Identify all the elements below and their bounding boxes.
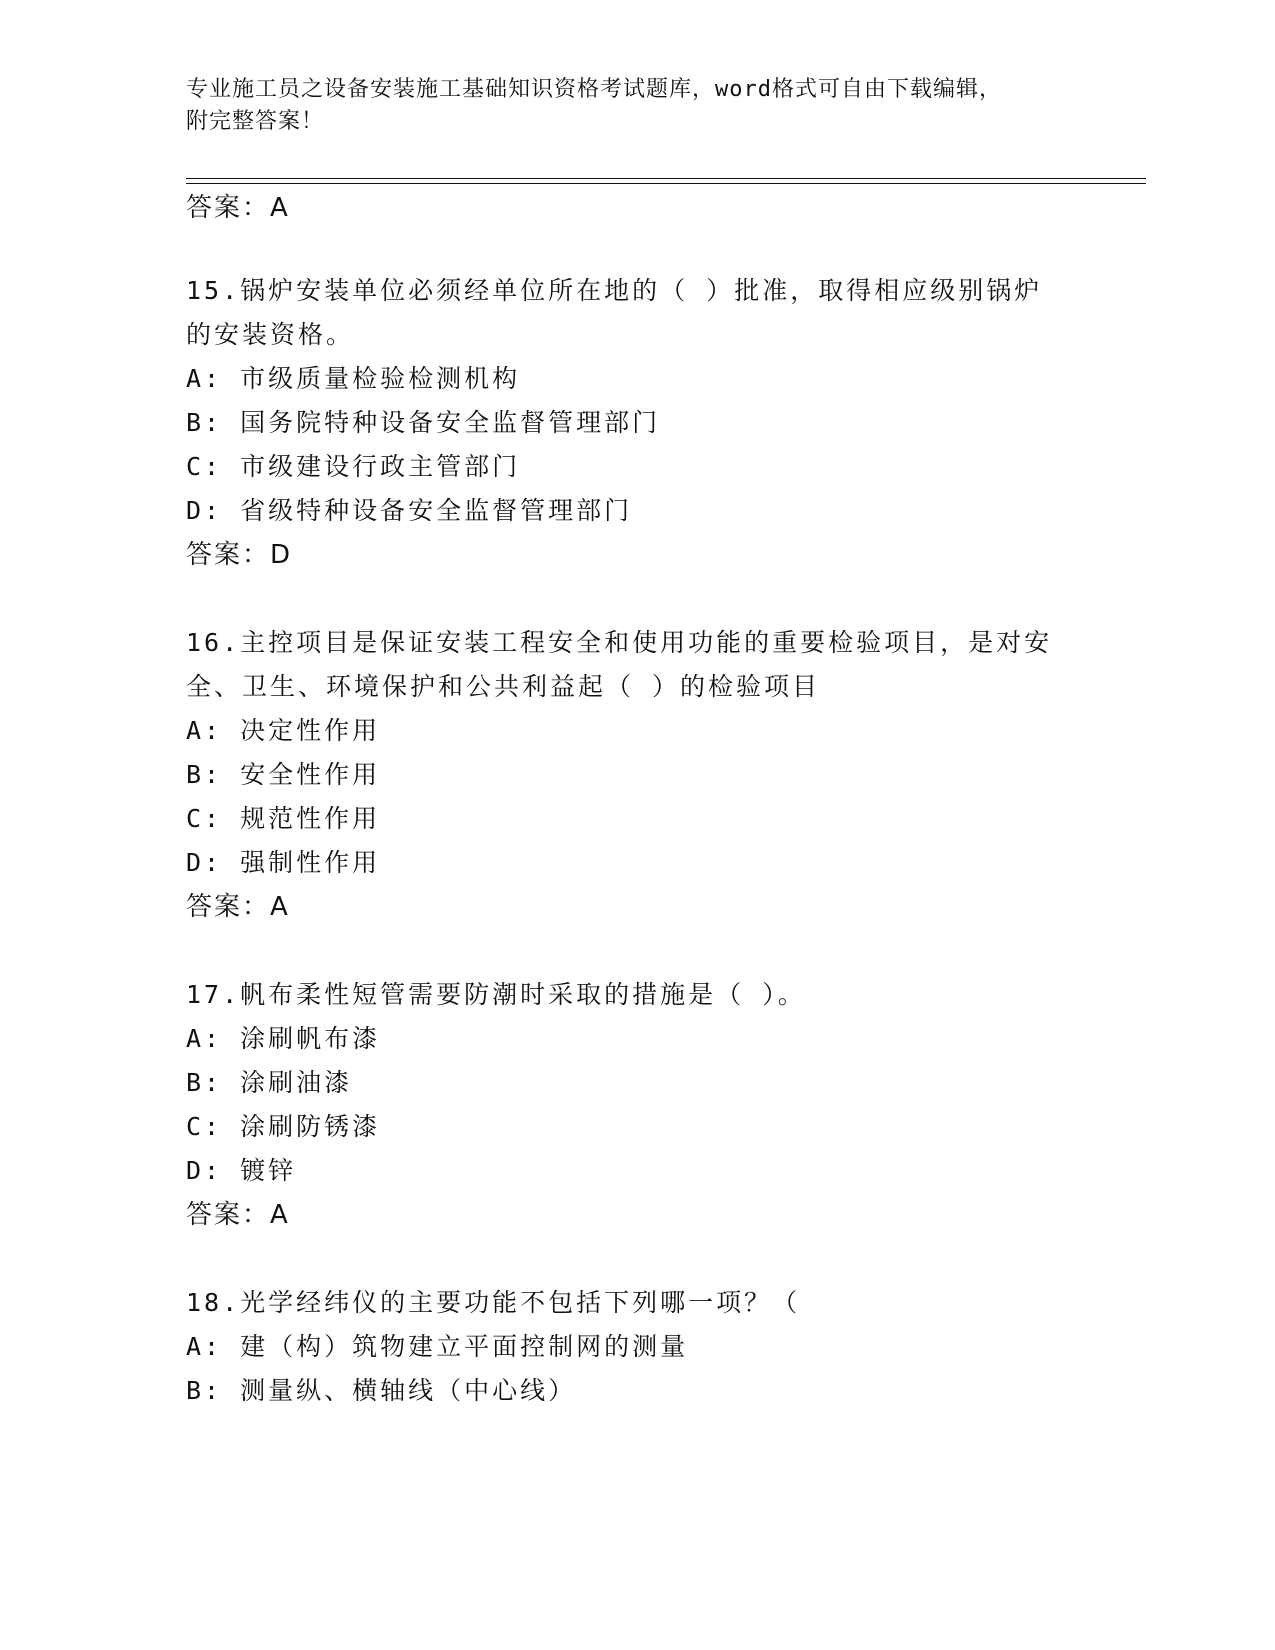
question-16-stem-line-1: 16.主控项目是保证安装工程安全和使用功能的重要检验项目，是对安 [186, 628, 1053, 657]
question-16-stem-line-2: 全、卫生、环境保护和公共利益起（ ）的检验项目 [186, 672, 821, 701]
question-16-option-c: C: 规范性作用 [186, 804, 381, 833]
document-header [186, 74, 1086, 138]
question-15-stem-line-2: 的安装资格。 [186, 320, 355, 349]
question-16-option-a: A: 决定性作用 [186, 716, 381, 745]
question-17-stem-line-1: 17.帆布柔性短管需要防潮时采取的措施是（ ）。 [186, 980, 806, 1009]
question-17-option-c: C: 涂刷防锈漆 [186, 1112, 381, 1141]
question-15-option-a: A: 市级质量检验检测机构 [186, 364, 521, 393]
question-18-option-a: A: 建（构）筑物建立平面控制网的测量 [186, 1332, 689, 1361]
question-15-option-d: D: 省级特种设备安全监督管理部门 [186, 496, 633, 525]
question-17-option-d: D: 镀锌 [186, 1156, 297, 1185]
question-15-option-c: C: 市级建设行政主管部门 [186, 452, 521, 481]
question-16-answer: 答案：A [186, 892, 290, 922]
question-15-answer: 答案：D [186, 540, 293, 570]
question-15-stem-line-1: 15.锅炉安装单位必须经单位所在地的（ ）批准，取得相应级别锅炉 [186, 276, 1043, 305]
question-18-option-b: B: 测量纵、横轴线（中心线） [186, 1376, 577, 1405]
question-17-option-b: B: 涂刷油漆 [186, 1068, 353, 1097]
header-line-2: 附完整答案！ [186, 109, 325, 134]
question-16-option-b: B: 安全性作用 [186, 760, 381, 789]
header-line-1: 专业施工员之设备安装施工基础知识资格考试题库，word格式可自由下载编辑， [186, 77, 1002, 102]
header-divider-top [186, 178, 1146, 179]
previous-answer: 答案：A [186, 193, 290, 223]
question-15-option-b: B: 国务院特种设备安全监督管理部门 [186, 408, 661, 437]
header-divider-bottom [186, 183, 1146, 184]
question-17-answer: 答案：A [186, 1200, 290, 1230]
question-18-stem-line-1: 18.光学经纬仪的主要功能不包括下列哪一项？（ [186, 1288, 801, 1317]
question-17-option-a: A: 涂刷帆布漆 [186, 1024, 381, 1053]
question-16-option-d: D: 强制性作用 [186, 848, 381, 877]
